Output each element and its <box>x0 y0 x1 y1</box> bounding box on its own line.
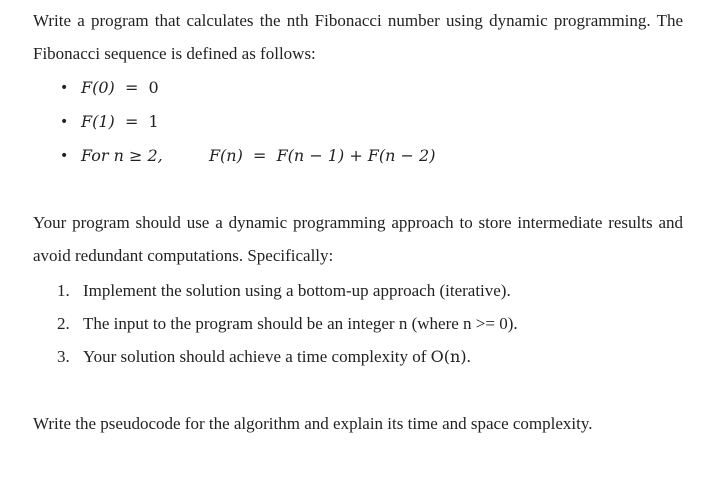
requirement-number: 2. <box>57 314 70 333</box>
bullet-icon: • <box>60 80 69 96</box>
intro-paragraph: Write a program that calculates the nth Fibonacci number using dynamic programming. The Fibonacci sequence is defined as follows: <box>33 11 683 63</box>
formula-lhs: F(1) <box>81 112 115 131</box>
closing-paragraph: Write the pseudocode for the algorithm and explain its time and space complexity. <box>33 414 593 433</box>
requirement-number: 1. <box>57 281 70 300</box>
formula-condition: For n ≥ 2, <box>81 146 163 165</box>
formula-rhs: F(n − 1) + F(n − 2) <box>276 146 436 165</box>
fibonacci-definition-list <box>33 71 435 173</box>
requirement-item <box>33 340 518 373</box>
definition-formula <box>81 146 435 165</box>
definition-item-fn <box>33 139 435 173</box>
complexity-formula: O(n) <box>430 347 467 366</box>
approach-paragraph: Your program should use a dynamic programming approach to store intermediate results and avoid redundant computations. Specifically: <box>33 213 683 265</box>
requirement-tail: . <box>466 347 471 366</box>
formula-equals: = <box>124 78 139 97</box>
definition-formula <box>81 78 159 97</box>
requirements-list <box>33 274 518 373</box>
formula-lhs: F(0) <box>81 78 115 97</box>
definition-item-f1 <box>33 105 435 139</box>
formula-equals: = <box>253 146 267 165</box>
bullet-icon: • <box>60 114 69 130</box>
requirement-text: Implement the solution using a bottom-up approach (iterative). <box>83 281 511 300</box>
requirement-item <box>33 274 518 307</box>
bullet-icon: • <box>60 148 69 164</box>
definition-formula <box>81 112 159 131</box>
formula-lhs: F(n) <box>208 146 243 165</box>
formula-equals: = <box>124 112 139 131</box>
requirement-number: 3. <box>57 347 70 366</box>
formula-rhs: 0 <box>148 78 159 97</box>
requirement-text: The input to the program should be an integer n (where n >= 0). <box>83 314 518 333</box>
requirement-text: Your solution should achieve a time complexity of <box>83 347 431 366</box>
requirement-item <box>33 307 518 340</box>
formula-rhs: 1 <box>148 112 159 131</box>
definition-item-f0 <box>33 71 435 105</box>
